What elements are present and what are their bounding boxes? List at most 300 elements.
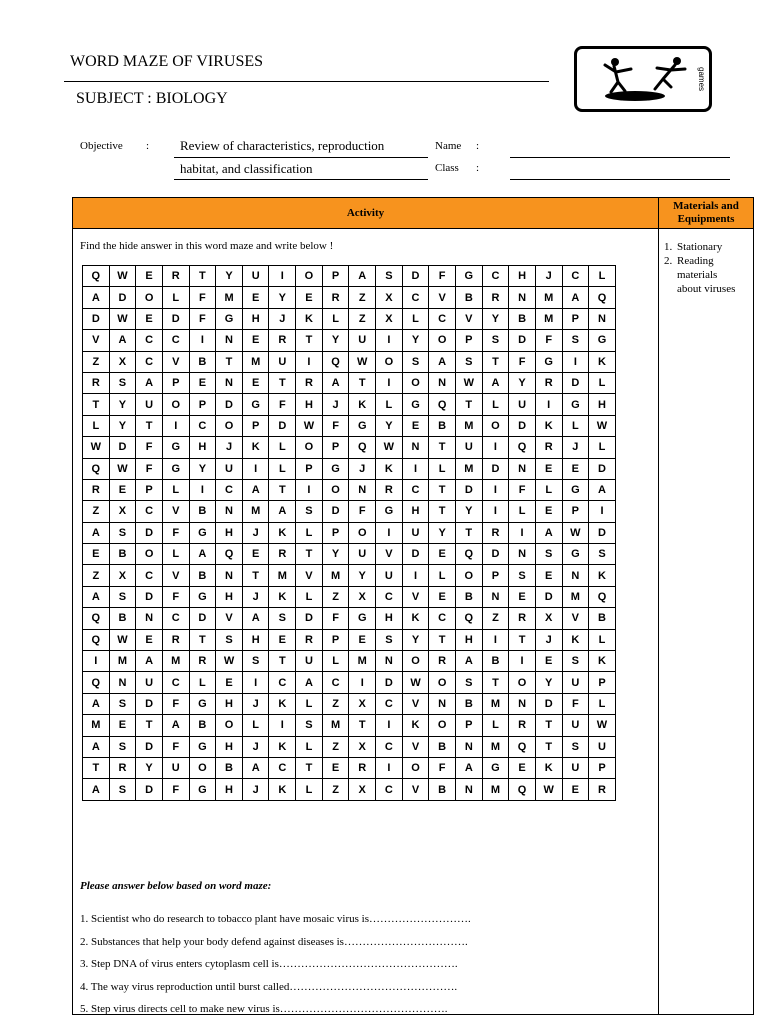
grid-cell[interactable]: O [349,522,376,543]
grid-cell[interactable]: N [376,651,403,672]
grid-cell[interactable]: Q [322,351,349,372]
grid-cell[interactable]: D [589,522,616,543]
grid-cell[interactable]: C [322,672,349,693]
name-field[interactable] [510,157,730,158]
grid-cell[interactable]: O [429,715,456,736]
grid-cell[interactable]: N [455,736,482,757]
grid-cell[interactable]: Q [455,544,482,565]
grid-cell[interactable]: S [562,330,589,351]
grid-cell[interactable]: U [562,672,589,693]
grid-cell[interactable]: I [189,479,216,500]
grid-cell[interactable]: B [509,308,536,329]
grid-cell[interactable]: N [429,372,456,393]
grid-cell[interactable]: U [402,522,429,543]
grid-cell[interactable]: S [562,736,589,757]
grid-cell[interactable]: M [109,651,136,672]
grid-cell[interactable]: I [162,415,189,436]
grid-cell[interactable]: U [216,458,243,479]
grid-cell[interactable]: S [402,351,429,372]
grid-cell[interactable]: B [455,287,482,308]
grid-cell[interactable]: Z [83,501,110,522]
grid-cell[interactable]: X [349,779,376,800]
grid-cell[interactable]: A [83,779,110,800]
grid-cell[interactable]: M [535,308,562,329]
grid-cell[interactable]: C [162,672,189,693]
grid-cell[interactable]: U [136,672,163,693]
grid-cell[interactable]: I [269,715,296,736]
grid-cell[interactable]: K [562,629,589,650]
grid-cell[interactable]: C [189,415,216,436]
grid-cell[interactable]: Z [83,351,110,372]
grid-cell[interactable]: N [349,479,376,500]
grid-cell[interactable]: U [269,351,296,372]
grid-cell[interactable]: T [535,736,562,757]
grid-cell[interactable]: F [269,394,296,415]
grid-cell[interactable]: A [242,757,269,778]
grid-cell[interactable]: A [83,522,110,543]
grid-cell[interactable]: R [269,330,296,351]
grid-cell[interactable]: I [349,672,376,693]
grid-cell[interactable]: T [482,672,509,693]
grid-cell[interactable]: N [216,565,243,586]
grid-cell[interactable]: U [296,651,323,672]
grid-cell[interactable]: L [482,715,509,736]
grid-cell[interactable]: Y [509,372,536,393]
grid-cell[interactable]: Z [349,287,376,308]
grid-cell[interactable]: G [189,693,216,714]
grid-cell[interactable]: T [429,501,456,522]
grid-cell[interactable]: V [216,608,243,629]
grid-cell[interactable]: S [109,372,136,393]
grid-cell[interactable]: I [242,672,269,693]
grid-cell[interactable]: N [509,287,536,308]
grid-cell[interactable]: E [509,586,536,607]
grid-cell[interactable]: A [455,651,482,672]
grid-cell[interactable]: L [589,629,616,650]
grid-cell[interactable]: C [216,479,243,500]
grid-cell[interactable]: U [349,544,376,565]
grid-cell[interactable]: F [162,779,189,800]
grid-cell[interactable]: E [242,544,269,565]
grid-cell[interactable]: S [109,779,136,800]
grid-cell[interactable]: F [322,608,349,629]
grid-cell[interactable]: E [562,458,589,479]
grid-cell[interactable]: B [429,736,456,757]
grid-cell[interactable]: W [535,779,562,800]
grid-cell[interactable]: T [455,394,482,415]
grid-cell[interactable]: R [589,779,616,800]
grid-cell[interactable]: H [216,522,243,543]
grid-cell[interactable]: A [242,608,269,629]
grid-cell[interactable]: K [269,779,296,800]
grid-cell[interactable]: T [296,544,323,565]
grid-cell[interactable]: J [242,522,269,543]
grid-cell[interactable]: Y [189,458,216,479]
grid-cell[interactable]: E [109,715,136,736]
grid-cell[interactable]: T [242,565,269,586]
grid-cell[interactable]: K [589,651,616,672]
grid-cell[interactable]: K [589,351,616,372]
grid-cell[interactable]: F [162,522,189,543]
grid-cell[interactable]: W [296,415,323,436]
grid-cell[interactable]: C [136,501,163,522]
grid-cell[interactable]: F [162,693,189,714]
grid-cell[interactable]: E [562,779,589,800]
grid-cell[interactable]: D [535,693,562,714]
grid-cell[interactable]: I [509,522,536,543]
grid-cell[interactable]: O [216,715,243,736]
grid-cell[interactable]: D [83,308,110,329]
grid-cell[interactable]: Z [322,693,349,714]
grid-cell[interactable]: Y [109,394,136,415]
grid-cell[interactable]: I [269,266,296,287]
grid-cell[interactable]: H [242,629,269,650]
grid-cell[interactable]: L [589,437,616,458]
grid-cell[interactable]: N [509,693,536,714]
grid-cell[interactable]: S [242,651,269,672]
grid-cell[interactable]: M [482,736,509,757]
grid-cell[interactable]: I [589,501,616,522]
grid-cell[interactable]: O [402,651,429,672]
grid-cell[interactable]: V [455,308,482,329]
grid-cell[interactable]: S [376,629,403,650]
grid-cell[interactable]: G [242,394,269,415]
grid-cell[interactable]: A [136,651,163,672]
grid-cell[interactable]: J [322,394,349,415]
grid-cell[interactable]: P [482,565,509,586]
grid-cell[interactable]: P [589,672,616,693]
grid-cell[interactable]: M [216,287,243,308]
grid-cell[interactable]: R [482,287,509,308]
grid-cell[interactable]: T [455,522,482,543]
grid-cell[interactable]: I [376,330,403,351]
class-field[interactable] [510,179,730,180]
grid-cell[interactable]: G [162,458,189,479]
grid-cell[interactable]: P [589,757,616,778]
grid-cell[interactable]: Q [509,736,536,757]
grid-cell[interactable]: R [83,479,110,500]
grid-cell[interactable]: A [296,672,323,693]
grid-cell[interactable]: K [349,394,376,415]
grid-cell[interactable]: W [83,437,110,458]
grid-cell[interactable]: M [162,651,189,672]
grid-cell[interactable]: G [562,544,589,565]
grid-cell[interactable]: G [189,586,216,607]
grid-cell[interactable]: N [216,501,243,522]
grid-cell[interactable]: F [136,458,163,479]
grid-cell[interactable]: Z [322,586,349,607]
grid-cell[interactable]: G [562,394,589,415]
grid-cell[interactable]: O [376,351,403,372]
grid-cell[interactable]: A [189,544,216,565]
grid-cell[interactable]: L [83,415,110,436]
grid-cell[interactable]: A [83,693,110,714]
grid-cell[interactable]: J [269,308,296,329]
grid-cell[interactable]: I [376,522,403,543]
grid-cell[interactable]: S [589,544,616,565]
grid-cell[interactable]: T [482,351,509,372]
grid-cell[interactable]: S [455,672,482,693]
grid-cell[interactable]: Y [269,287,296,308]
grid-cell[interactable]: O [216,415,243,436]
grid-cell[interactable]: L [162,287,189,308]
grid-cell[interactable]: E [349,629,376,650]
grid-cell[interactable]: V [429,287,456,308]
grid-cell[interactable]: Y [402,330,429,351]
grid-cell[interactable]: C [376,779,403,800]
grid-cell[interactable]: H [455,629,482,650]
grid-cell[interactable]: T [269,479,296,500]
grid-cell[interactable]: H [589,394,616,415]
grid-cell[interactable]: Q [83,672,110,693]
grid-cell[interactable]: Y [376,415,403,436]
grid-cell[interactable]: D [509,330,536,351]
grid-cell[interactable]: E [136,266,163,287]
grid-cell[interactable]: U [349,330,376,351]
grid-cell[interactable]: W [109,458,136,479]
grid-cell[interactable]: G [589,330,616,351]
grid-cell[interactable]: C [429,608,456,629]
grid-cell[interactable]: O [429,330,456,351]
grid-cell[interactable]: L [402,308,429,329]
grid-cell[interactable]: G [349,608,376,629]
grid-cell[interactable]: B [455,586,482,607]
grid-cell[interactable]: J [242,779,269,800]
grid-cell[interactable]: R [83,372,110,393]
grid-cell[interactable]: X [109,565,136,586]
grid-cell[interactable]: I [376,757,403,778]
grid-cell[interactable]: D [162,308,189,329]
grid-cell[interactable]: X [376,287,403,308]
grid-cell[interactable]: K [402,715,429,736]
grid-cell[interactable]: N [562,565,589,586]
grid-cell[interactable]: W [109,629,136,650]
grid-cell[interactable]: T [349,372,376,393]
grid-cell[interactable]: A [455,757,482,778]
grid-cell[interactable]: I [296,479,323,500]
grid-cell[interactable]: M [322,565,349,586]
grid-cell[interactable]: T [535,715,562,736]
grid-cell[interactable]: T [429,629,456,650]
grid-cell[interactable]: D [136,736,163,757]
grid-cell[interactable]: B [189,351,216,372]
grid-cell[interactable]: H [242,308,269,329]
grid-cell[interactable]: A [162,715,189,736]
grid-cell[interactable]: L [562,415,589,436]
grid-cell[interactable]: E [216,672,243,693]
grid-cell[interactable]: S [109,586,136,607]
grid-cell[interactable]: R [109,757,136,778]
grid-cell[interactable]: U [589,736,616,757]
grid-cell[interactable]: M [482,779,509,800]
grid-cell[interactable]: O [482,415,509,436]
grid-cell[interactable]: P [242,415,269,436]
grid-cell[interactable]: I [402,458,429,479]
grid-cell[interactable]: T [189,266,216,287]
grid-cell[interactable]: K [296,308,323,329]
grid-cell[interactable]: Y [216,266,243,287]
grid-cell[interactable]: O [189,757,216,778]
grid-cell[interactable]: Y [322,544,349,565]
grid-cell[interactable]: O [296,437,323,458]
grid-cell[interactable]: O [402,372,429,393]
grid-cell[interactable]: P [455,715,482,736]
grid-cell[interactable]: V [83,330,110,351]
grid-cell[interactable]: G [189,736,216,757]
grid-cell[interactable]: P [322,266,349,287]
grid-cell[interactable]: S [562,651,589,672]
grid-cell[interactable]: A [269,501,296,522]
grid-cell[interactable]: B [455,693,482,714]
grid-cell[interactable]: A [83,736,110,757]
grid-cell[interactable]: O [429,672,456,693]
grid-cell[interactable]: Z [349,308,376,329]
grid-cell[interactable]: L [509,501,536,522]
grid-cell[interactable]: A [429,351,456,372]
grid-cell[interactable]: R [509,608,536,629]
grid-cell[interactable]: R [535,437,562,458]
grid-cell[interactable]: S [296,715,323,736]
grid-cell[interactable]: L [269,458,296,479]
grid-cell[interactable]: H [296,394,323,415]
grid-cell[interactable]: H [402,501,429,522]
grid-cell[interactable]: G [189,779,216,800]
grid-cell[interactable]: L [242,715,269,736]
grid-cell[interactable]: L [322,308,349,329]
grid-cell[interactable]: U [562,715,589,736]
grid-cell[interactable]: R [376,479,403,500]
grid-cell[interactable]: L [429,565,456,586]
grid-cell[interactable]: W [589,715,616,736]
grid-cell[interactable]: R [162,629,189,650]
grid-cell[interactable]: A [535,522,562,543]
grid-cell[interactable]: M [83,715,110,736]
grid-cell[interactable]: Q [589,586,616,607]
grid-cell[interactable]: D [216,394,243,415]
grid-cell[interactable]: I [482,629,509,650]
grid-cell[interactable]: C [136,351,163,372]
grid-cell[interactable]: D [482,544,509,565]
grid-cell[interactable]: K [269,693,296,714]
grid-cell[interactable]: J [242,736,269,757]
grid-cell[interactable]: O [136,544,163,565]
grid-cell[interactable]: X [349,693,376,714]
grid-cell[interactable]: R [482,522,509,543]
grid-cell[interactable]: Q [83,266,110,287]
grid-cell[interactable]: D [322,501,349,522]
grid-cell[interactable]: N [509,544,536,565]
grid-cell[interactable]: V [296,565,323,586]
grid-cell[interactable]: L [296,522,323,543]
grid-cell[interactable]: L [189,672,216,693]
grid-cell[interactable]: Y [322,330,349,351]
grid-cell[interactable]: K [269,736,296,757]
grid-cell[interactable]: T [83,757,110,778]
grid-cell[interactable]: E [509,757,536,778]
grid-cell[interactable]: V [162,565,189,586]
grid-cell[interactable]: B [482,651,509,672]
grid-cell[interactable]: I [376,372,403,393]
grid-cell[interactable]: Q [429,394,456,415]
grid-cell[interactable]: S [109,736,136,757]
grid-cell[interactable]: N [509,458,536,479]
grid-cell[interactable]: S [296,501,323,522]
grid-cell[interactable]: N [589,308,616,329]
grid-cell[interactable]: M [455,415,482,436]
grid-cell[interactable]: S [109,522,136,543]
grid-cell[interactable]: U [509,394,536,415]
grid-cell[interactable]: P [562,308,589,329]
grid-cell[interactable]: I [562,351,589,372]
grid-cell[interactable]: R [296,372,323,393]
grid-cell[interactable]: E [136,629,163,650]
grid-cell[interactable]: T [429,437,456,458]
grid-cell[interactable]: G [402,394,429,415]
grid-cell[interactable]: F [349,501,376,522]
grid-cell[interactable]: Y [109,415,136,436]
grid-cell[interactable]: B [216,757,243,778]
grid-cell[interactable]: E [189,372,216,393]
grid-cell[interactable]: G [162,437,189,458]
grid-cell[interactable]: E [242,287,269,308]
grid-cell[interactable]: N [109,672,136,693]
grid-cell[interactable]: E [535,565,562,586]
grid-cell[interactable]: B [429,779,456,800]
grid-cell[interactable]: T [136,415,163,436]
grid-cell[interactable]: I [402,565,429,586]
grid-cell[interactable]: U [136,394,163,415]
grid-cell[interactable]: Q [83,458,110,479]
grid-cell[interactable]: S [269,608,296,629]
grid-cell[interactable]: M [482,693,509,714]
grid-cell[interactable]: F [429,266,456,287]
grid-cell[interactable]: K [535,415,562,436]
grid-cell[interactable]: L [296,586,323,607]
grid-cell[interactable]: I [242,458,269,479]
grid-cell[interactable]: D [109,287,136,308]
grid-cell[interactable]: K [242,437,269,458]
grid-cell[interactable]: P [296,458,323,479]
grid-cell[interactable]: F [322,415,349,436]
grid-cell[interactable]: T [296,330,323,351]
grid-cell[interactable]: N [429,693,456,714]
grid-cell[interactable]: P [136,479,163,500]
grid-cell[interactable]: L [376,394,403,415]
grid-cell[interactable]: A [83,287,110,308]
grid-cell[interactable]: U [376,565,403,586]
grid-cell[interactable]: V [562,608,589,629]
grid-cell[interactable]: R [296,629,323,650]
grid-cell[interactable]: B [189,715,216,736]
grid-cell[interactable]: G [455,266,482,287]
grid-cell[interactable]: E [535,458,562,479]
grid-cell[interactable]: S [482,330,509,351]
grid-cell[interactable]: C [482,266,509,287]
grid-cell[interactable]: C [269,672,296,693]
grid-cell[interactable]: G [482,757,509,778]
grid-cell[interactable]: Z [482,608,509,629]
grid-cell[interactable]: H [216,779,243,800]
grid-cell[interactable]: I [83,651,110,672]
grid-cell[interactable]: K [269,586,296,607]
grid-cell[interactable]: E [242,372,269,393]
grid-cell[interactable]: Q [83,608,110,629]
grid-cell[interactable]: F [162,736,189,757]
grid-cell[interactable]: C [269,757,296,778]
grid-cell[interactable]: X [535,608,562,629]
grid-cell[interactable]: F [509,351,536,372]
grid-cell[interactable]: G [376,501,403,522]
